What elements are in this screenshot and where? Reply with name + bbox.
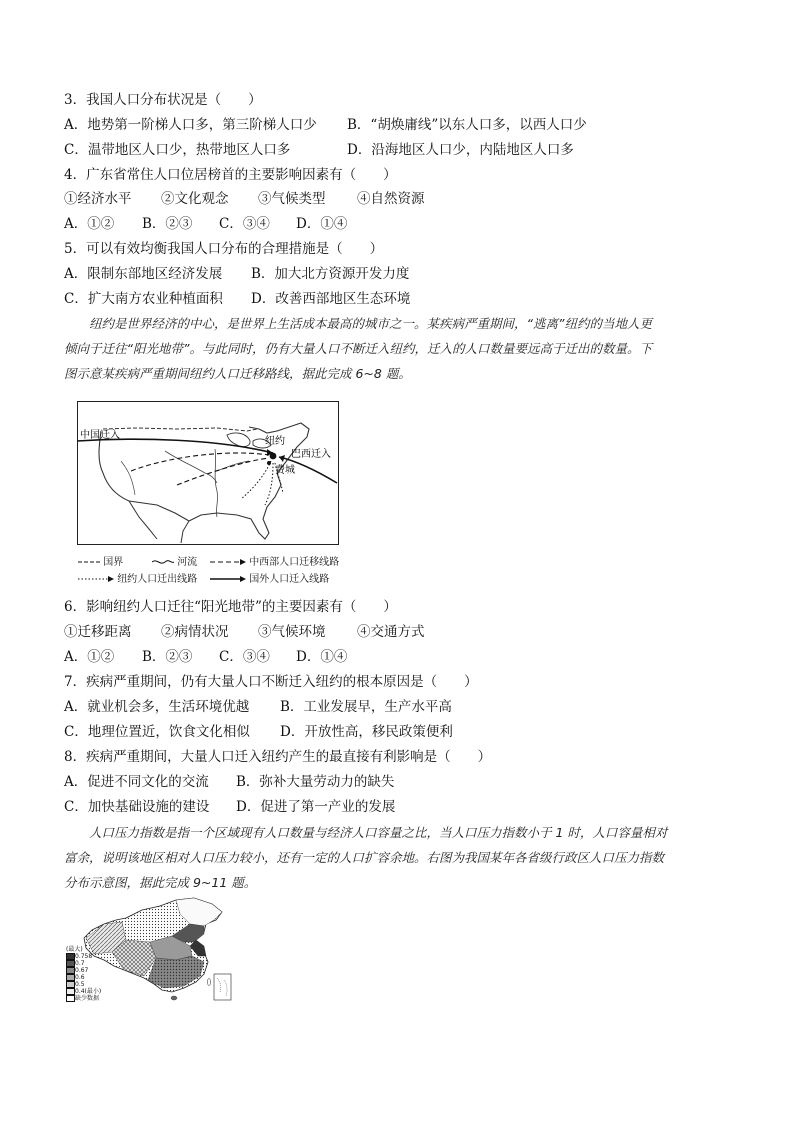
legend-value: 0.6 [75,974,85,981]
q8-option-a: A．促进不同文化的交流 [64,774,209,790]
label-philadelphia: 费城 [275,465,295,476]
q4-option-d: D．①④ [296,216,348,232]
legend-value: 0.758 [75,953,93,960]
q5-options-row2 [64,289,410,309]
legend-river-label: 河流 [177,557,198,568]
legend-midwest-label: 中西部人口迁移线路 [249,557,340,568]
passage-population-pressure [64,820,732,895]
legend-value: 0.7 [75,960,85,967]
legend-entry [66,953,106,960]
q6-option-a: A．①② [64,649,115,665]
legend-ny-outflow [78,570,197,585]
q4-items [64,189,425,209]
label-newyork: 纽约 [265,436,285,447]
q7-options-row2 [64,722,453,742]
legend-title: (最大) [66,946,83,953]
south-china-sea-inset [214,974,231,1000]
legend-entry [66,981,106,988]
q6-option-c: C．③④ [219,649,270,665]
legend-entry [66,988,106,995]
q3-stem: 3．我国人口分布状况是（ ） [64,92,262,108]
q3-options-row1 [64,115,587,135]
q8-stem: 8．疾病严重期间，大量人口迁入纽约产生的最直接有利影响是（ ） [64,749,492,765]
philadelphia-dot [267,461,271,465]
q3-options-row2 [64,140,574,160]
label-brazil-inflow: 巴西迁入 [291,449,331,460]
q4-option-a: A．①② [64,216,115,232]
q3-option-d: D．沿海地区人口少，内陆地区人口多 [347,142,574,158]
q4-item-4: ④自然资源 [357,191,425,207]
q5-option-a: A．限制东部地区经济发展 [64,266,223,282]
q7-option-d: D．开放性高，移民政策便利 [280,724,453,740]
q6-item-4: ④交通方式 [357,624,425,640]
us-migration-map [77,401,339,545]
legend-foreign-inflow-label: 国外人口迁入线路 [249,574,330,585]
q6-items [64,622,425,642]
q6-options [64,647,347,667]
legend-foreign-inflow [210,570,329,585]
q5-stem: 5．可以有效均衡我国人口分布的合理措施是（ ） [64,241,384,257]
q6-option-b: B．②③ [142,649,193,665]
q8-options-row2 [64,797,395,817]
legend-value: 0.4(最小) [75,988,102,995]
legend-ny-outflow-label: 纽约人口迁出线路 [117,574,198,585]
q5-options-row1 [64,264,409,284]
q4-item-2: ②文化观念 [161,191,229,207]
q3-option-c: C．温带地区人口少，热带地区人口多 [64,142,291,158]
legend-border [78,553,123,568]
passage-newyork-line: 图示意某疾病严重期间纽约人口迁移路线，据此完成 6~8 题。 [64,366,411,381]
q4-option-c: C．③④ [219,216,270,232]
q7-options-row1 [64,697,452,717]
q8-option-b: B．弥补大量劳动力的缺失 [236,774,395,790]
q5-option-d: D．改善西部地区生态环境 [251,291,411,307]
q8-option-c: C．加快基础设施的建设 [64,799,210,815]
passage-newyork-line: 纽约是世界经济的中心，是世界上生活成本最高的城市之一。某疾病严重期间，“逃离”纽约的当地人更 [89,316,652,331]
label-china-inflow: 中国迁入 [80,430,120,441]
q3-option-a: A．地势第一阶梯人口多，第三阶梯人口少 [64,117,317,133]
q4-item-3: ③气候类型 [258,191,326,207]
q4-options [64,214,347,234]
legend-entry [66,967,106,974]
newyork-dot [270,453,277,460]
legend-entry [66,974,106,981]
legend-border-label: 国界 [103,557,124,568]
legend-entry [66,960,106,967]
passage-pressure-line: 人口压力指数是指一个区域现有人口数量与经济人口容量之比，当人口压力指数小于 1 时，人口容量相对 [89,825,668,840]
q6-item-1: ①迁移距离 [64,624,132,640]
taiwan-island [207,979,210,986]
q6-item-3: ③气候环境 [258,624,326,640]
passage-newyork [64,311,732,386]
q8-options-row1 [64,772,394,792]
q6-item-2: ②病情状况 [161,624,229,640]
us-migration-map-svg [77,401,339,545]
q7-option-a: A．就业机会多，生活环境优越 [64,699,250,715]
q7-option-b: B．工业发展早，生产水平高 [280,699,452,715]
q4-item-1: ①经济水平 [64,191,132,207]
legend-river [152,553,197,568]
passage-pressure-line: 分布示意图，据此完成 9~11 题。 [64,875,257,890]
q4-stem: 4．广东省常住人口位居榜首的主要影响因素有（ ） [64,167,397,183]
legend-midwest [210,553,339,568]
legend-value: 0.5 [75,981,85,988]
q6-stem: 6．影响纽约人口迁往“阳光地带”的主要因素有（ ） [64,599,397,615]
q6-option-d: D．①④ [296,649,348,665]
q7-stem: 7．疾病严重期间，仍有大量人口不断迁入纽约的根本原因是（ ） [64,674,478,690]
q8-option-d: D．促进了第一产业的发展 [236,799,396,815]
legend-entry [66,995,106,1002]
hainan-island [171,996,177,1000]
legend-value: 0.67 [75,967,89,974]
q7-option-c: C．地理位置近，饮食文化相似 [64,724,250,740]
legend-value: 缺少数据 [75,995,100,1002]
passage-pressure-line: 富余，说明该地区相对人口压力较小，还有一定的人口扩容余地。右图为我国某年各省级行政区人口压力指数 [64,850,665,865]
q5-option-b: B．加大北方资源开发力度 [251,266,410,282]
q3-option-b: B．“胡焕庸线”以东人口多，以西人口少 [347,117,587,133]
q5-option-c: C．扩大南方农业种植面积 [64,291,223,307]
q4-option-b: B．②③ [142,216,193,232]
map-region [148,956,204,988]
passage-newyork-line: 倾向于迁往“阳光地带”。与此同时，仍有大量人口不断迁入纽约，迁入的人口数量要远高于迁出的数量。下 [64,341,652,356]
china-map-legend [66,946,106,1002]
